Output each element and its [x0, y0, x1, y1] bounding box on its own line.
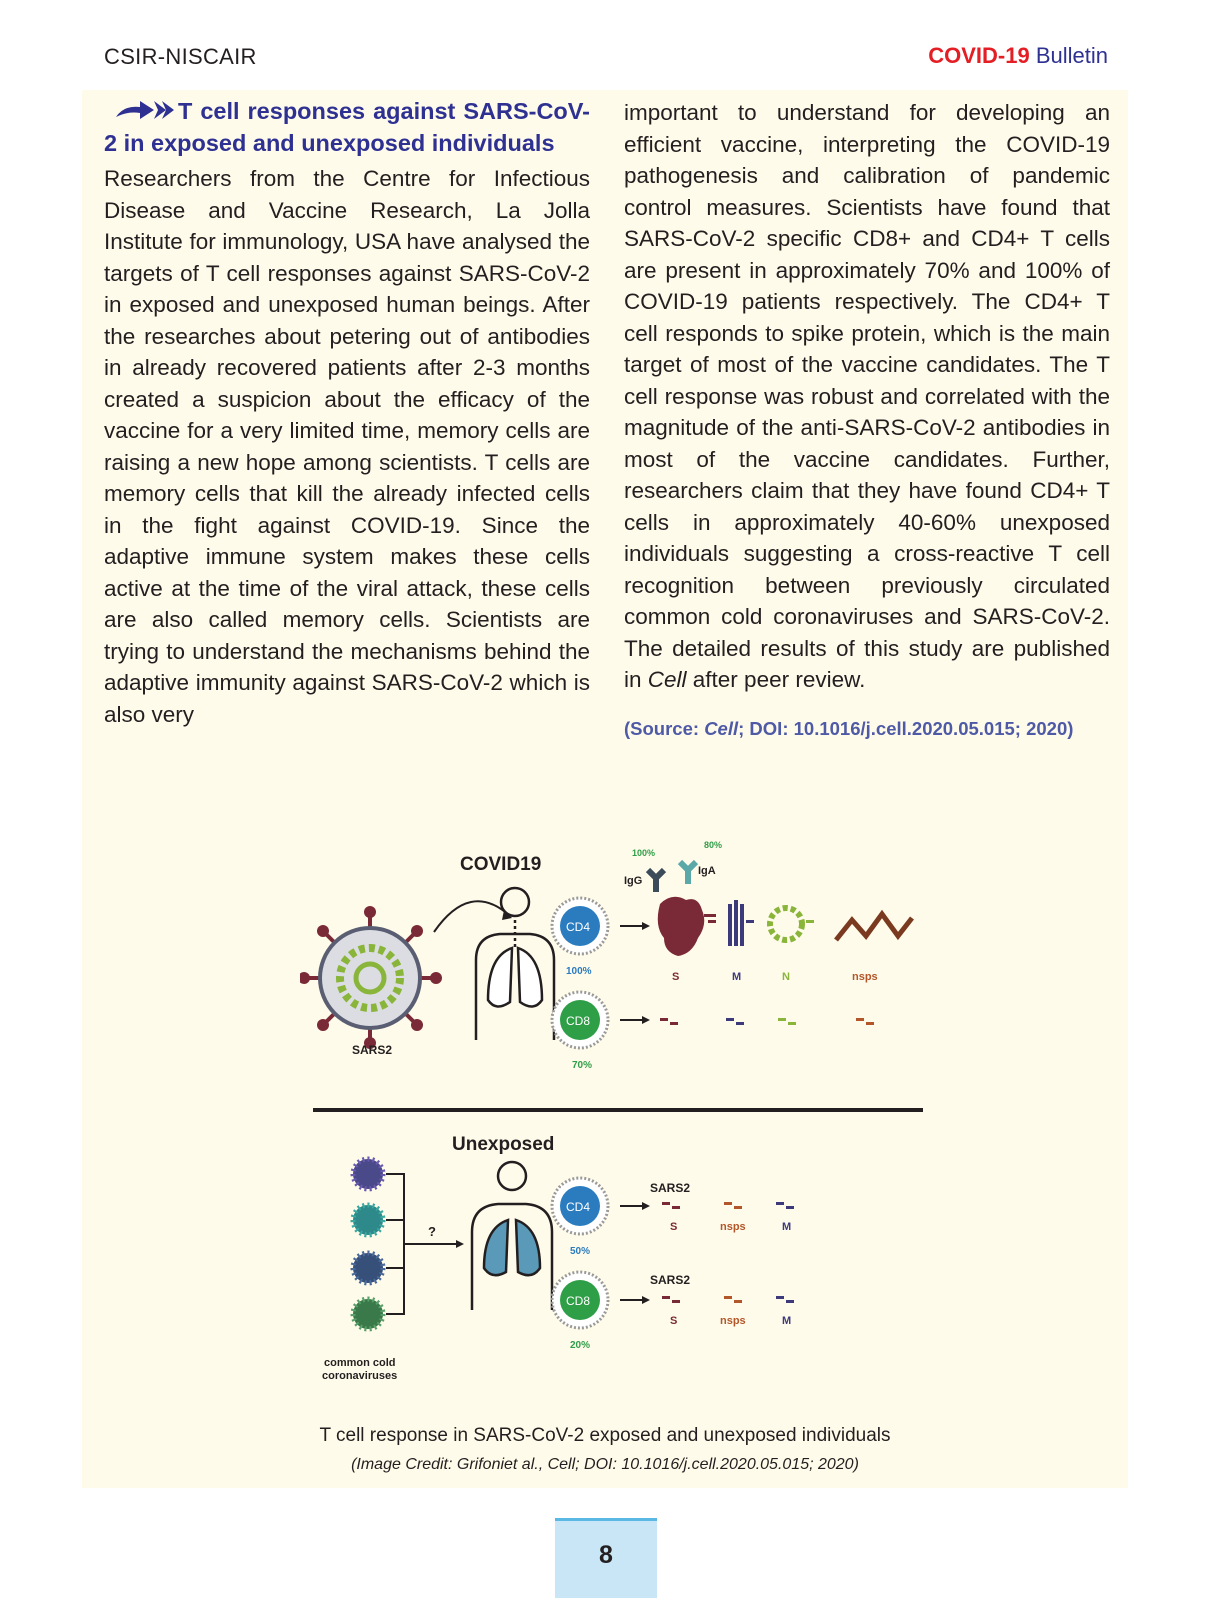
figure-top-title: COVID19: [460, 854, 542, 875]
t-cell-response-figure: [300, 840, 960, 1400]
unexp-cd4-s-label: S: [670, 1221, 678, 1233]
unexposed-arrows: [620, 1206, 642, 1300]
unexp-cd4-m-label: M: [782, 1221, 792, 1233]
right-column: [624, 97, 1110, 744]
cd4-cell-exposed: [552, 898, 608, 954]
cd8-cell-exposed: [552, 992, 608, 1048]
cd8-label-unexposed: CD8: [566, 1294, 591, 1308]
article-body-left: Researchers from the Centre for Infectious Disease and Vaccine Research, La Jolla Institute for immunology, USA have analysed the targets of T cell responses against SARS-CoV-2 in exposed and unexposed human beings. After the researches about petering out of antibodies in already recovered patients after 2-3 months created a suspicion about the efficacy of the vaccine for a very limited time, memory cells are raising a new hope among scientists. T cells are memory cells that kill the already infected cells in the fight against COVID-19. Since the adaptive immune system makes these cells active at the time of the viral attack, these cells are also called memory cells. Scientists are trying to understand the mechanisms behind the adaptive immunity against SARS-CoV-2 which is also very: [104, 166, 590, 727]
unexp-cd4-nsps-label: nsps: [720, 1221, 746, 1233]
cd8-epitope-marks: [660, 1018, 874, 1025]
common-cold-virus-icons: [353, 1159, 383, 1329]
protein-n-label: N: [782, 971, 790, 983]
spike-protein-icon: [658, 897, 716, 956]
cd4-exposed-pct: 100%: [566, 966, 592, 977]
left-column: [104, 96, 590, 730]
page-number: 8: [599, 1541, 613, 1569]
response-arrows: [620, 926, 642, 1020]
bulletin-title: [928, 43, 1108, 69]
m-protein-icon: [728, 900, 754, 946]
headline-text: T cell responses against SARS-CoV-2 in exposed and unexposed individuals: [104, 98, 590, 156]
figure-bottom-title: Unexposed: [452, 1134, 555, 1155]
cd8-label-exposed: CD8: [566, 1014, 591, 1028]
n-protein-icon: [770, 908, 814, 940]
igg-pct: 100%: [632, 848, 656, 858]
protein-s-label: S: [672, 971, 680, 983]
cd4-unexposed-pct: 50%: [570, 1246, 591, 1257]
bracket-lines: [386, 1174, 456, 1314]
double-arrow-icon: [114, 97, 176, 123]
sars2-label-cd8: SARS2: [650, 1273, 691, 1287]
cd8-unexposed-pct: 20%: [570, 1340, 591, 1351]
unexp-cd8-s-label: S: [670, 1315, 678, 1327]
sars2-virus-icon: [300, 906, 442, 1049]
figure-credit: (Image Credit: Grifoniet al., Cell; DOI: 10.1016/j.cell.2020.05.015; 2020): [351, 1456, 859, 1473]
body-right-end: after peer review.: [686, 667, 866, 692]
source-prefix: (Source:: [624, 717, 705, 739]
person-lungs-icon: [476, 888, 554, 1040]
common-cold-label-2: coronaviruses: [322, 1370, 398, 1382]
article-headline: [104, 96, 590, 159]
person-lungs-unexposed-icon: [472, 1162, 552, 1310]
page-number-box: [555, 1518, 657, 1598]
protein-m-label: M: [732, 971, 742, 983]
publisher-name: CSIR-NISCAIR: [104, 44, 257, 69]
antibody-icons: [648, 862, 696, 892]
journal-name: Cell: [647, 667, 687, 692]
cd8-cell-unexposed: [552, 1272, 608, 1328]
article-body-right: [624, 97, 1110, 696]
question-mark: ?: [428, 1224, 436, 1239]
source-journal: Cell: [704, 717, 739, 739]
sars2-label-cd4: SARS2: [650, 1181, 691, 1195]
virus-label: SARS2: [352, 1043, 393, 1057]
cd4-label-exposed: CD4: [566, 920, 591, 934]
unexposed-epitope-marks: [662, 1202, 794, 1303]
iga-pct: 80%: [704, 840, 723, 850]
nsps-icon: [836, 914, 912, 940]
protein-nsps-label: nsps: [852, 971, 878, 983]
bulletin-label: Bulletin: [1035, 43, 1108, 68]
unexp-cd8-nsps-label: nsps: [720, 1315, 746, 1327]
cd4-label-unexposed: CD4: [566, 1200, 591, 1214]
figure-caption: T cell response in SARS-CoV-2 exposed and unexposed individuals: [319, 1425, 891, 1446]
iga-label: IgA: [698, 865, 716, 877]
igg-label: IgG: [624, 875, 643, 887]
source-citation: [624, 714, 1110, 744]
cd8-exposed-pct: 70%: [572, 1060, 593, 1071]
cd4-cell-unexposed: [552, 1178, 608, 1234]
bulletin-highlight: COVID-19: [928, 43, 1030, 68]
figure-divider: [313, 1108, 923, 1112]
body-right-text: important to understand for developing an efficient vaccine, interpreting the COVID-19 pathogenesis and calibration of pandemic control measures. Scientists have found that SARS-CoV-2 specific CD8+ and CD4+ T cells are present in approximately 70% and 100% of COVID-19 patients respectively. The CD4+ T cell responds to spike protein, which is the main target of most of the vaccine candidates. The T cell response was robust and correlated with the magnitude of the anti-SARS-CoV-2 antibodies in most of the vaccine candidates. Further, researchers claim that they have found CD4+ T cells in approximately 40-60% unexposed individuals suggesting a cross-reactive T cell recognition between previously circulated common cold coronaviruses and SARS-CoV-2. The detailed results of this study are published in: [624, 100, 1110, 692]
source-doi: ; DOI: 10.1016/j.cell.2020.05.015; 2020): [738, 717, 1074, 739]
unexp-cd8-m-label: M: [782, 1315, 792, 1327]
infection-arrow: [434, 901, 510, 932]
common-cold-label-1: common cold: [324, 1357, 396, 1369]
